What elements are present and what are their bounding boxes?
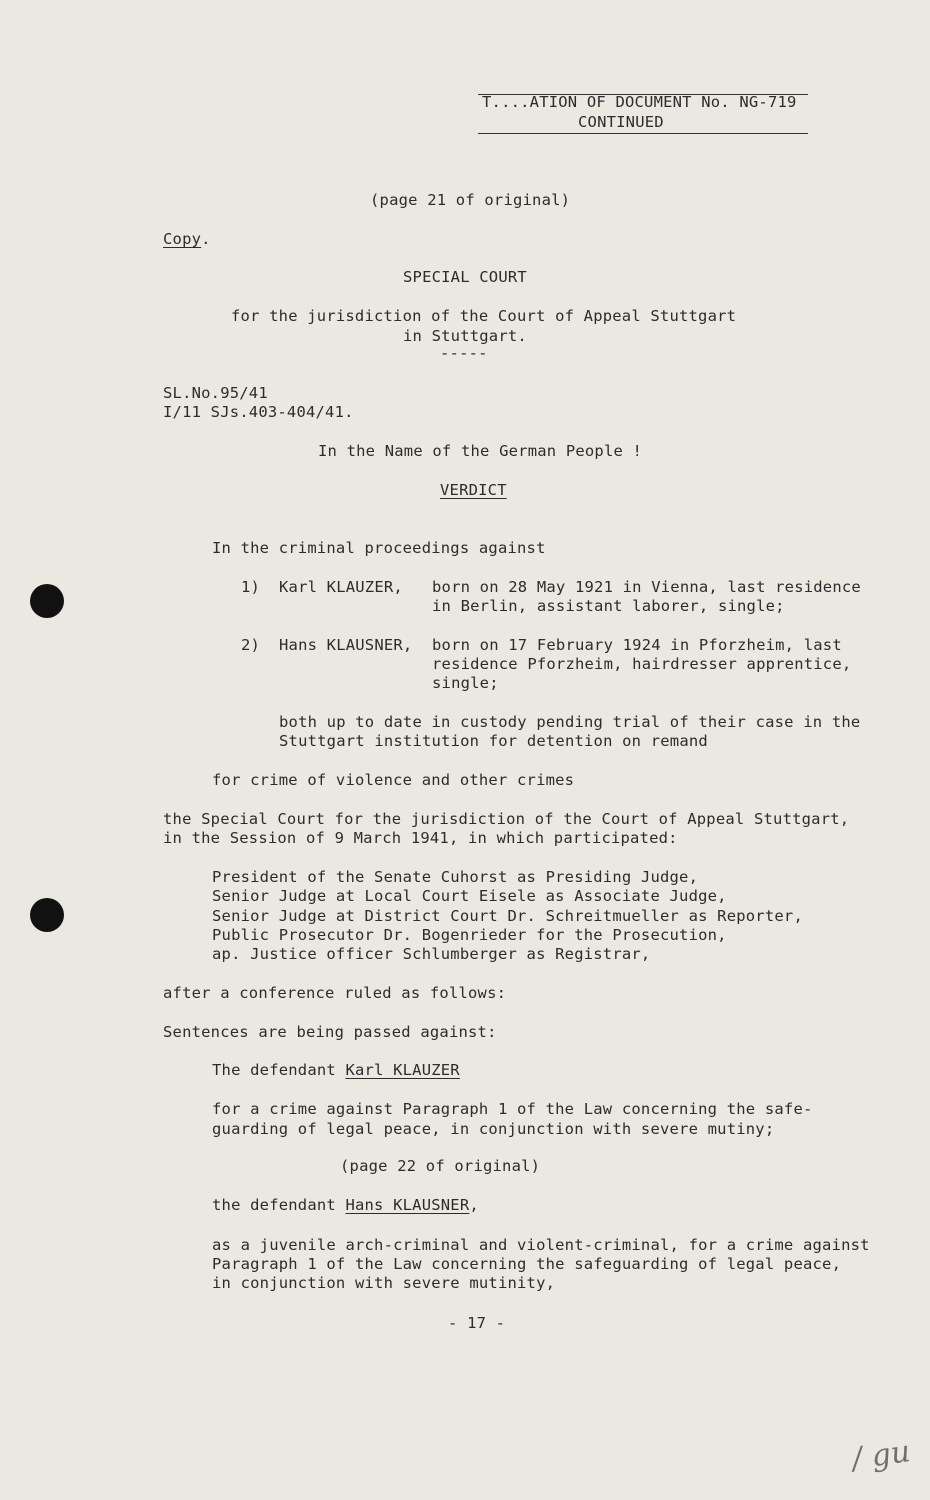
proceedings-intro: In the criminal proceedings against bbox=[212, 539, 546, 557]
ruling-intro: after a conference ruled as follows: bbox=[163, 984, 507, 1002]
participant-5: ap. Justice officer Schlumberger as Registrar, bbox=[212, 945, 651, 963]
invocation: In the Name of the German People ! bbox=[318, 442, 643, 460]
punch-hole-bottom bbox=[30, 898, 64, 932]
sentence-1-text-2: guarding of legal peace, in conjunction with severe mutiny; bbox=[212, 1120, 775, 1138]
copy-label-wrap bbox=[163, 230, 211, 250]
sentence-2-name: Hans KLAUSNER bbox=[345, 1196, 470, 1214]
defendant-1-details-1: born on 28 May 1921 in Vienna, last residence bbox=[432, 578, 861, 596]
copy-label: Copy bbox=[163, 230, 202, 248]
sentence-1-defendant bbox=[212, 1061, 460, 1081]
defendant-1-number: 1) bbox=[241, 578, 261, 596]
page-reference-22: (page 22 of original) bbox=[340, 1157, 541, 1175]
sentence-2-text-1: as a juvenile arch-criminal and violent-criminal, for a crime against bbox=[212, 1236, 870, 1254]
punch-hole-top bbox=[30, 584, 64, 618]
defendant-2-name: Hans KLAUSNER, bbox=[279, 636, 413, 654]
copy-label-dot: . bbox=[201, 230, 211, 248]
court-title: SPECIAL COURT bbox=[403, 268, 527, 286]
case-number-1: SL.No.95/41 bbox=[163, 384, 268, 402]
court-jurisdiction-line1: for the jurisdiction of the Court of Appeal Stuttgart bbox=[231, 307, 737, 325]
defendant-2-details-1: born on 17 February 1924 in Pforzheim, last bbox=[432, 636, 842, 654]
page-reference-21: (page 21 of original) bbox=[370, 191, 571, 209]
case-number-2: I/11 SJs.403-404/41. bbox=[163, 403, 354, 421]
participant-2: Senior Judge at Local Court Eisele as Associate Judge, bbox=[212, 887, 727, 905]
defendant-1-name: Karl KLAUZER, bbox=[279, 578, 403, 596]
sentence-2-defendant bbox=[212, 1196, 479, 1216]
sentence-2-prefix: the defendant bbox=[212, 1196, 346, 1214]
handwritten-initials: / gu bbox=[849, 1434, 913, 1477]
header-continued: CONTINUED bbox=[578, 113, 664, 131]
defendant-2-number: 2) bbox=[241, 636, 261, 654]
participant-3: Senior Judge at District Court Dr. Schreitmueller as Reporter, bbox=[212, 907, 803, 925]
sentence-1-name: Karl KLAUZER bbox=[345, 1061, 460, 1079]
sentence-1-prefix: The defendant bbox=[212, 1061, 346, 1079]
crime-line: for crime of violence and other crimes bbox=[212, 771, 575, 789]
header-title: T....ATION OF DOCUMENT No. NG-719 bbox=[482, 93, 797, 111]
court-dashes: ----- bbox=[440, 344, 488, 362]
page-number: - 17 - bbox=[448, 1314, 506, 1332]
sentence-2-text-3: in conjunction with severe mutinity, bbox=[212, 1274, 556, 1292]
sentence-1-text-1: for a crime against Paragraph 1 of the Law concerning the safe- bbox=[212, 1100, 813, 1118]
header-bottom-rule bbox=[478, 133, 808, 134]
custody-line-2: Stuttgart institution for detention on remand bbox=[279, 732, 708, 750]
court-session-2: in the Session of 9 March 1941, in which participated: bbox=[163, 829, 678, 847]
defendant-2-details-3: single; bbox=[432, 674, 499, 692]
sentences-intro: Sentences are being passed against: bbox=[163, 1023, 497, 1041]
defendant-1-details-2: in Berlin, assistant laborer, single; bbox=[432, 597, 785, 615]
custody-line-1: both up to date in custody pending trial of their case in the bbox=[279, 713, 861, 731]
sentence-2-text-2: Paragraph 1 of the Law concerning the safeguarding of legal peace, bbox=[212, 1255, 842, 1273]
participant-1: President of the Senate Cuhorst as Presiding Judge, bbox=[212, 868, 699, 886]
participant-4: Public Prosecutor Dr. Bogenrieder for the Prosecution, bbox=[212, 926, 727, 944]
verdict-heading: VERDICT bbox=[440, 481, 507, 499]
sentence-2-suffix: , bbox=[469, 1196, 479, 1214]
court-jurisdiction-line2: in Stuttgart. bbox=[403, 327, 527, 345]
court-session-1: the Special Court for the jurisdiction of the Court of Appeal Stuttgart, bbox=[163, 810, 850, 828]
defendant-2-details-2: residence Pforzheim, hairdresser apprentice, bbox=[432, 655, 852, 673]
